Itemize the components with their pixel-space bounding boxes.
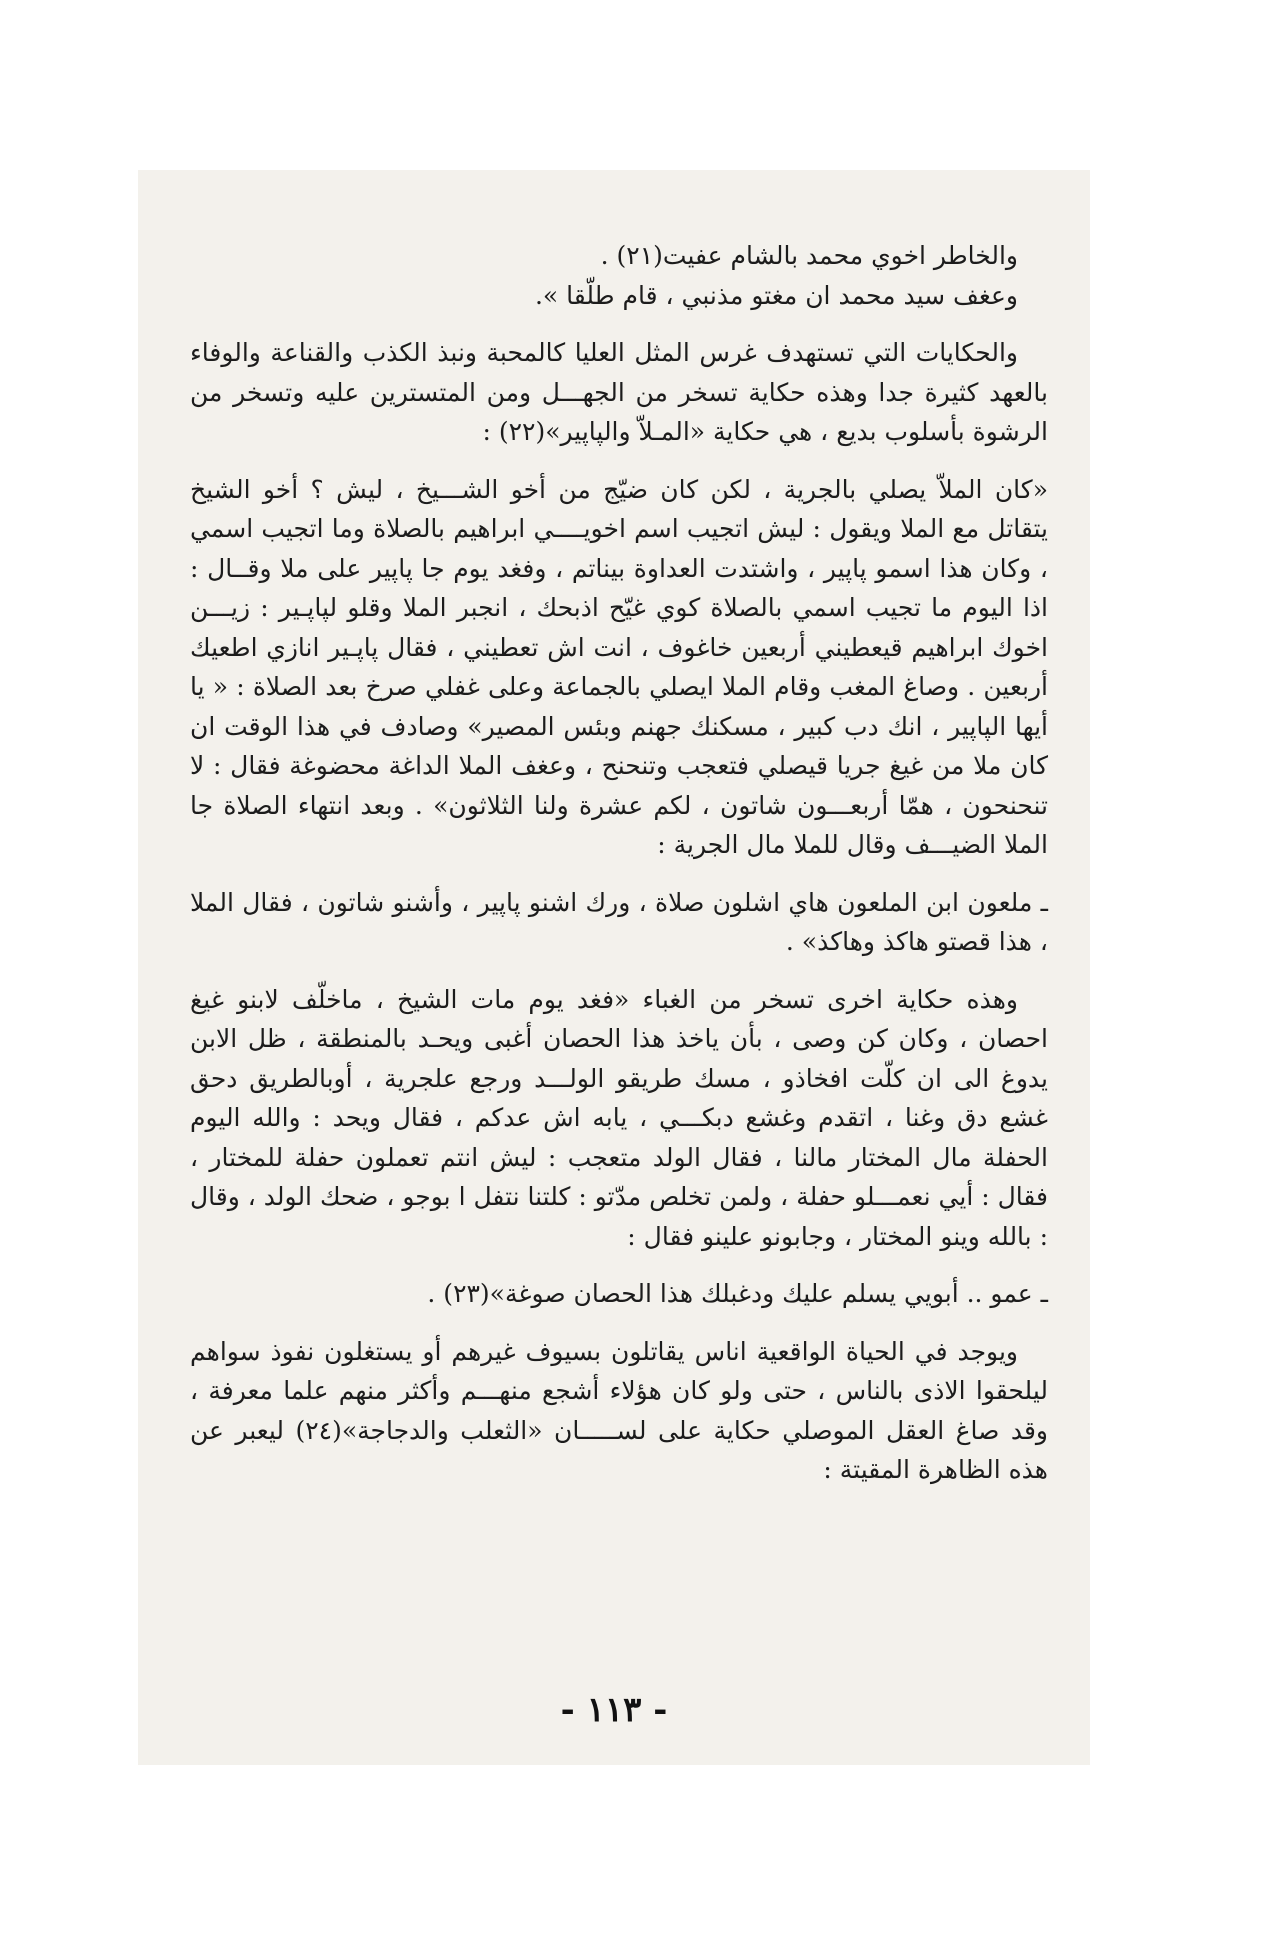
paragraph: ـ ملعون ابن الملعون هاي اشلون صلاة ، ورك اشنو پاپير ، وأشنو شاتون ، فقال الملا ، هذا قصتو هاكذ وهاكذ» . (190, 887, 1048, 956)
page-body (190, 236, 1048, 1490)
paragraph: ويوجد في الحياة الواقعية اناس يقاتلون بسيوف غيرهم أو يستغلون نفوذ سواهم ليلحقوا الاذى بالناس ، حتى ولو كان هؤلاء أشجع منهـــم وأكثر منهم علما معرفة ، وقد صاغ العقل الموصلي حكاية على لســـــان «الثعلب والدجاجة»(٢٤) ليعبر عن هذه الظاهرة المقيتة : (190, 1336, 1048, 1484)
paragraph: وعغف سيد محمد ان مغتو مذنبي ، قام طلّقا ». (534, 280, 1018, 310)
paragraph: والخاطر اخوي محمد بالشام عفيت(٢١) . (600, 241, 1018, 270)
paragraph: والحكايات التي تستهدف غرس المثل العليا كالمحبة ونبذ الكذب والقناعة والوفاء بالعهد كثيرة جدا وهذه حكاية تسخر من الجهـــل ومن المتسترين عليه وتسخر من الرشوة بأسلوب بديع ، هي حكاية «المـلاّ والپاپير»(٢٢) : (190, 338, 1048, 446)
page-number: - ١١٣ - (560, 1690, 668, 1730)
paragraph: وهذه حكاية اخرى تسخر من الغباء «فغد يوم مات الشيخ ، ماخلّف لابنو غيغ احصان ، وكان كن وصى ، بأن ياخذ هذا الحصان أغبى ويحـد بالمنطقة ، ظل الابن يدوغ الى ان كلّت افخاذو ، مسك طريقو الولـــد ورجع علجرية ، أوبالطريق دحق غشع دق وغنا ، اتقدم وغشع دبكـــي ، يابه اش عدكم ، فقال ويحد : والله اليوم الحفلة مال المختار مالنا ، فقال الولد متعجب : ليش انتم تعملون حفلة للمختار ، فقال : أيي نعمـــلو حفلة ، ولمن تخلص مدّتو : كلتنا نتفل ا بوجو ، ضحك الولد ، وقال : بالله وينو المختار ، وجابونو علينو فقال : (190, 984, 1048, 1251)
paragraph: ـ عمو .. أبويي يسلم عليك ودغبلك هذا الحصان صوغة»(٢٣) . (427, 1279, 1048, 1308)
paragraph: «كان الملاّ يصلي بالجرية ، لكن كان ضيّج من أخو الشـــيخ ، ليش ؟ أخو الشيخ يتقاتل مع الملا ويقول : ليش اتجيب اسم اخويــــي ابراهيم بالصلاة وما اتجيب اسمي ، وكان هذا اسمو پاپير ، واشتدت العداوة بيناتم ، وفغد يوم جا پاپير على ملا وقــال : اذا اليوم ما تجيب اسمي بالصلاة كوي غيّح اذبحك ، انجبر الملا وقلو لپاپـير : زيـــن اخوك ابراهيم قيعطيني أربعين خاغوف ، انت اش تعطيني ، فقال پاپـير انازي اطعيك أربعين . وصاغ المغب وقام الملا ايصلي بالجماعة وعلى غفلي صرخ بعد الصلاة : « يا أيها الپاپير ، انك دب كبير ، مسكنك جهنم وبئس المصير» وصادف في هذا الوقت ان كان ملا من غيغ جريا قيصلي فتعجب وتنحنح ، وعغف الملا الداغة محضوغة فقال : لا تنحنحون ، همّا أربعـــون شاتون ، لكم عشرة ولنا الثلاثون» . وبعد انتهاء الصلاة جا الملا الضيـــف وقال للملا مال الجرية : (190, 474, 1048, 859)
